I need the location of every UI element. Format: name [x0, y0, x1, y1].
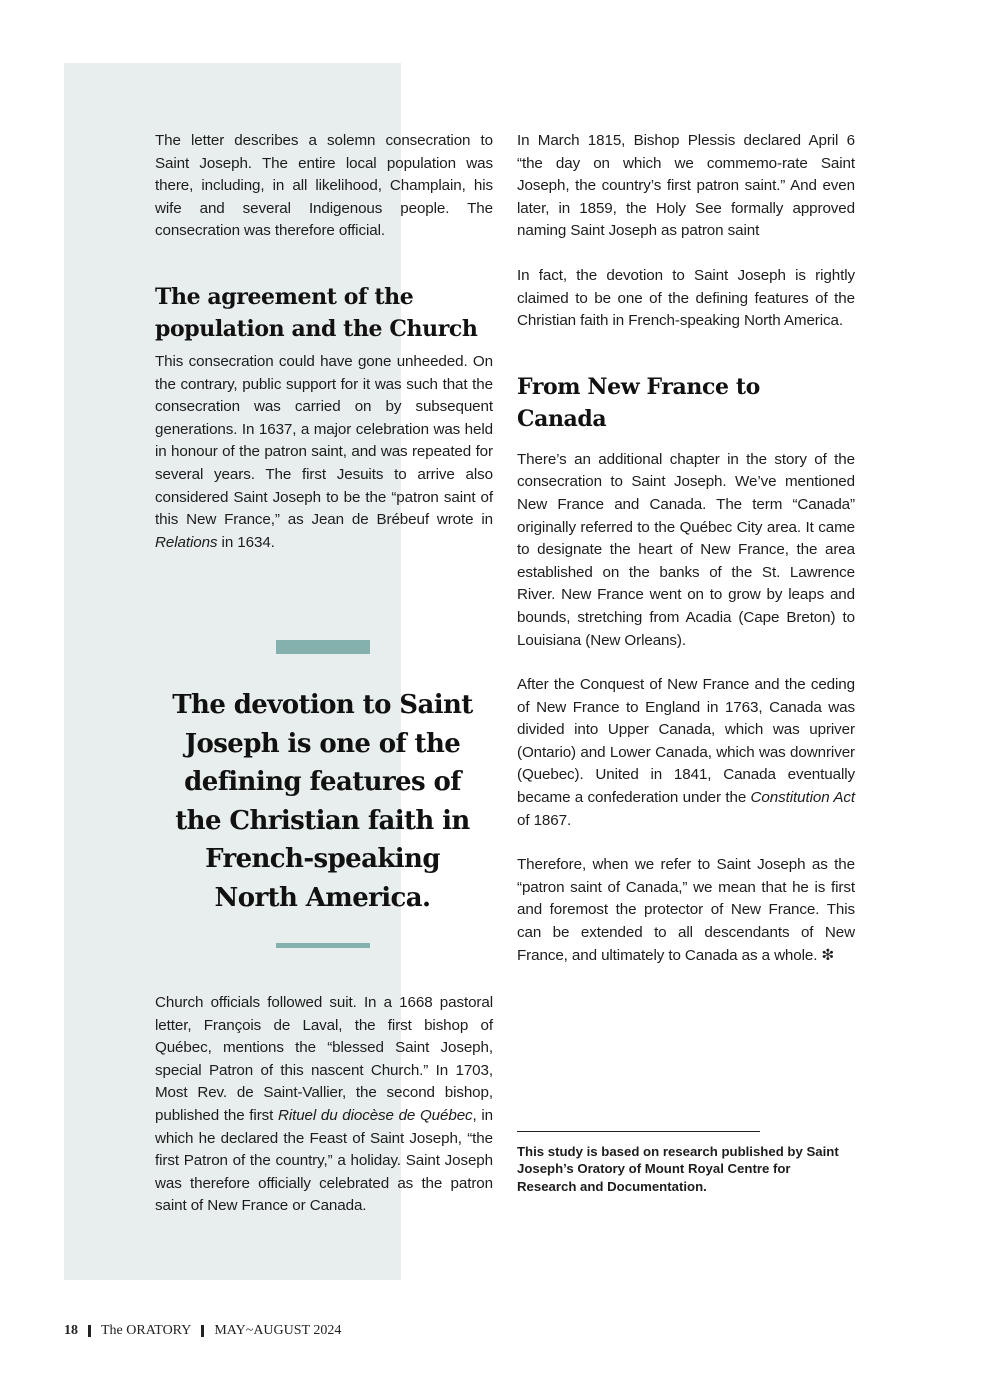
- section-heading-new-france: From New France to Canada: [517, 373, 760, 432]
- publication-name: The ORATORY: [101, 1323, 192, 1338]
- page-number: 18: [64, 1323, 78, 1338]
- pull-quote-block: [170, 640, 475, 948]
- pull-quote-bottom-rule: [276, 943, 370, 948]
- left-paragraph-3: Church officials followed suit. In a 1668 pastoral letter, François de Laval, the first bishop of Québec, mentions the “blessed Saint Joseph, special Patron of this nascent Church.” In 1703, Most Rev. de Saint-Vallier, the second bishop, published the first Rituel du diocèse de Québec, in which he declared the Feast of Saint Joseph, “the first Patron of the country,” a holiday. Saint Joseph was therefore officially celebrated as the patron saint of New France or Canada.: [155, 994, 493, 1215]
- left-paragraph-2: This consecration could have gone unheeded. On the contrary, public support for it was such that the consecration was carried on by subsequent generations. In 1637, a major celebration was held in honour of the patron saint, and was repeated for several years. The first Jesuits to arrive also considered Saint Joseph to be the “patron saint of this New France,” as Jean de Brébeuf wrote in Relations in 1634.: [155, 352, 493, 551]
- right-paragraph-1: In March 1815, Bishop Plessis declared April 6 “the day on which we commemo-rate Saint Joseph, the country’s first patron saint.” And even later, in 1859, the Holy See formally approved naming Saint Joseph as patron saint: [517, 132, 855, 240]
- right-paragraph-3: There’s an additional chapter in the story of the consecration to Saint Joseph. We’ve mentioned New France and Canada. The term “Canada” originally referred to the Québec City area. It came to designate the heart of New France, the area established on the banks of the St. Lawrence River. New France went on to grow by leaps and bounds, stretching from Acadia (Cape Breton) to Louisiana (New Orleans).: [517, 450, 855, 649]
- footnote-text: This study is based on research published by Saint Joseph’s Oratory of Mount Royal Centre for Research and Documentation.: [517, 1144, 839, 1194]
- page-footer: [64, 1322, 341, 1340]
- left-column-lower: [155, 992, 493, 1218]
- footer-separator: [88, 1325, 91, 1337]
- right-paragraph-2: In fact, the devotion to Saint Joseph is rightly claimed to be one of the defining features of the Christian faith in French-speaking North America.: [517, 266, 855, 330]
- right-column: [517, 130, 855, 967]
- left-column: [155, 130, 493, 554]
- left-paragraph-1: The letter describes a solemn consecration to Saint Joseph. The entire local population was there, including, in all likelihood, Champlain, his wife and several Indigenous people. The consecration was therefore official.: [155, 132, 493, 240]
- right-paragraph-4: After the Conquest of New France and the ceding of New France to England in 1763, Canada was divided into Upper Canada, which was upriver (Ontario) and Lower Canada, which was downriver (Quebec). United in 1841, Canada eventually became a confederation under the Constitution Act of 1867.: [517, 676, 856, 829]
- issue-date: MAY~AUGUST 2024: [214, 1323, 342, 1338]
- pull-quote-text: The devotion to Saint Joseph is one of the defining features of the Christian faith in French-speaking North America.: [172, 690, 473, 913]
- pull-quote-top-rule: [276, 640, 370, 654]
- end-mark-icon: ❇: [821, 946, 835, 964]
- footnote-divider: [517, 1131, 760, 1132]
- footer-separator: [201, 1325, 204, 1337]
- right-paragraph-5: Therefore, when we refer to Saint Joseph as the “patron saint of Canada,” we mean that he is first and foremost the protector of New France. This can be extended to all descendants of New France, and ultimately to Canada as a whole. ❇: [517, 856, 855, 964]
- section-heading-agreement: The agreement of the population and the Church: [155, 283, 478, 342]
